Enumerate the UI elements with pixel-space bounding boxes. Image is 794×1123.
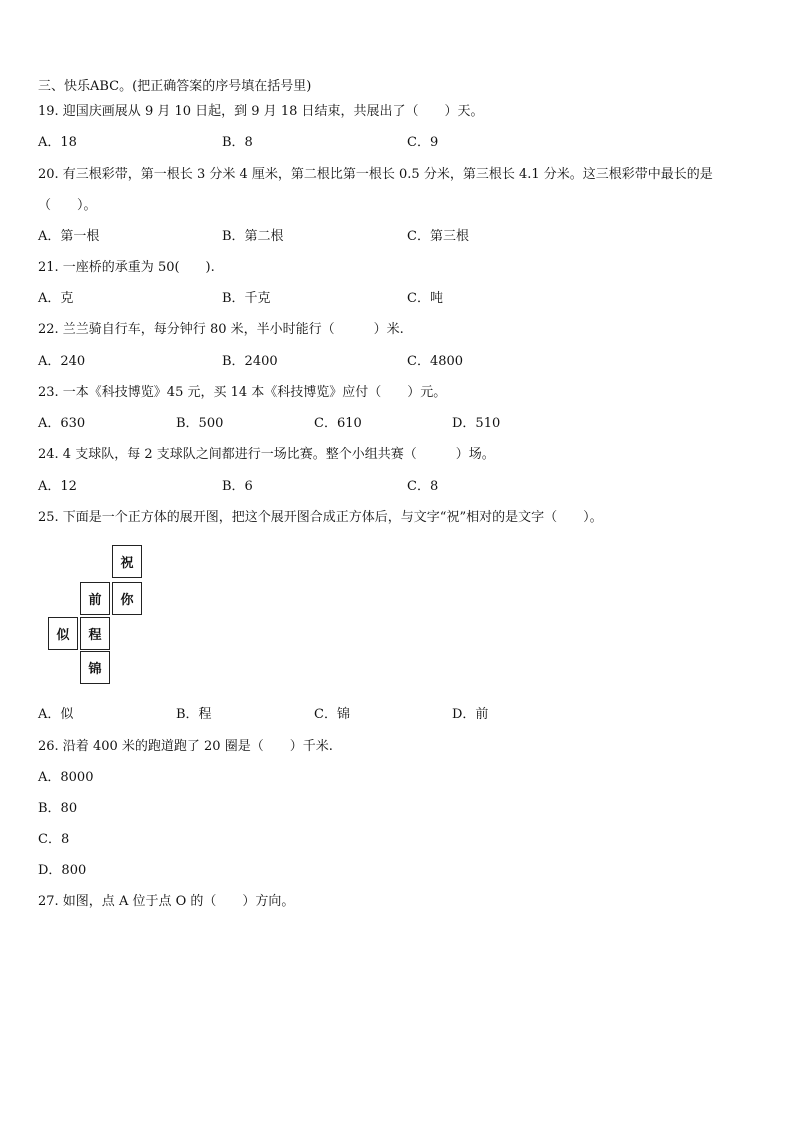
question-25-stem: 25. 下面是一个正方体的展开图，把这个展开图合成正方体后，与文字“祝”相对的是文字（ ）。 xyxy=(38,510,603,525)
cube-net-diagram xyxy=(44,545,148,687)
question-26-option-c: C．8 xyxy=(38,832,70,847)
question-19-option-c: C．9 xyxy=(407,135,439,150)
question-20-option-a: A．第一根 xyxy=(38,229,100,244)
question-23-option-b: B．500 xyxy=(176,416,224,431)
question-21-option-b: B．千克 xyxy=(222,291,271,306)
question-19-option-b: B．8 xyxy=(222,135,253,150)
section-title: 三、快乐ABC。(把正确答案的序号填在括号里) xyxy=(38,79,312,94)
question-20-stem: 20. 有三根彩带，第一根长 3 分米 4 厘米，第二根比第一根长 0.5 分米，第三根长 4.1 分米。这三根彩带中最长的是 xyxy=(38,167,713,182)
question-23-option-a: A．630 xyxy=(38,416,86,431)
question-25-option-b: B．程 xyxy=(176,707,212,722)
question-20-option-c: C．第三根 xyxy=(407,229,469,244)
question-22-stem: 22. 兰兰骑自行车，每分钟行 80 米，半小时能行（ ）米. xyxy=(38,322,404,337)
question-23-option-c: C．610 xyxy=(314,416,362,431)
question-22-option-c: C．4800 xyxy=(407,354,464,369)
net-cell-jin: 锦 xyxy=(80,651,110,684)
question-22-option-a: A．240 xyxy=(38,354,86,369)
net-cell-zhu: 祝 xyxy=(112,545,142,578)
net-cell-si: 似 xyxy=(48,617,78,650)
question-25-option-a: A．似 xyxy=(38,707,74,722)
net-cell-cheng: 程 xyxy=(80,617,110,650)
question-23-option-d: D．510 xyxy=(452,416,501,431)
question-26-option-a: A．8000 xyxy=(38,770,94,785)
question-24-stem: 24. 4 支球队，每 2 支球队之间都进行一场比赛。整个小组共赛（ ）场。 xyxy=(38,447,495,462)
question-25-option-c: C．锦 xyxy=(314,707,350,722)
question-24-option-b: B．6 xyxy=(222,479,253,494)
question-20-stem-continuation: （ ）。 xyxy=(38,198,97,213)
question-23-stem: 23. 一本《科技博览》45 元，买 14 本《科技博览》应付（ ）元。 xyxy=(38,385,447,400)
question-24-option-c: C．8 xyxy=(407,479,439,494)
question-26-option-b: B．80 xyxy=(38,801,78,816)
question-21-stem: 21. 一座桥的承重为 50( ). xyxy=(38,260,215,275)
question-21-option-a: A．克 xyxy=(38,291,74,306)
question-24-option-a: A．12 xyxy=(38,479,77,494)
net-cell-ni: 你 xyxy=(112,582,142,615)
net-cell-qian: 前 xyxy=(80,582,110,615)
question-21-option-c: C．吨 xyxy=(407,291,443,306)
question-19-option-a: A．18 xyxy=(38,135,77,150)
question-27-stem: 27. 如图，点 A 位于点 O 的（ ）方向。 xyxy=(38,894,295,909)
question-26-stem: 26. 沿着 400 米的跑道跑了 20 圈是（ ）千米. xyxy=(38,739,333,754)
question-26-option-d: D．800 xyxy=(38,863,87,878)
question-25-option-d: D．前 xyxy=(452,707,489,722)
question-20-option-b: B．第二根 xyxy=(222,229,284,244)
question-19-stem: 19. 迎国庆画展从 9 月 10 日起，到 9 月 18 日结束，共展出了（ ）天。 xyxy=(38,104,484,119)
question-22-option-b: B．2400 xyxy=(222,354,278,369)
